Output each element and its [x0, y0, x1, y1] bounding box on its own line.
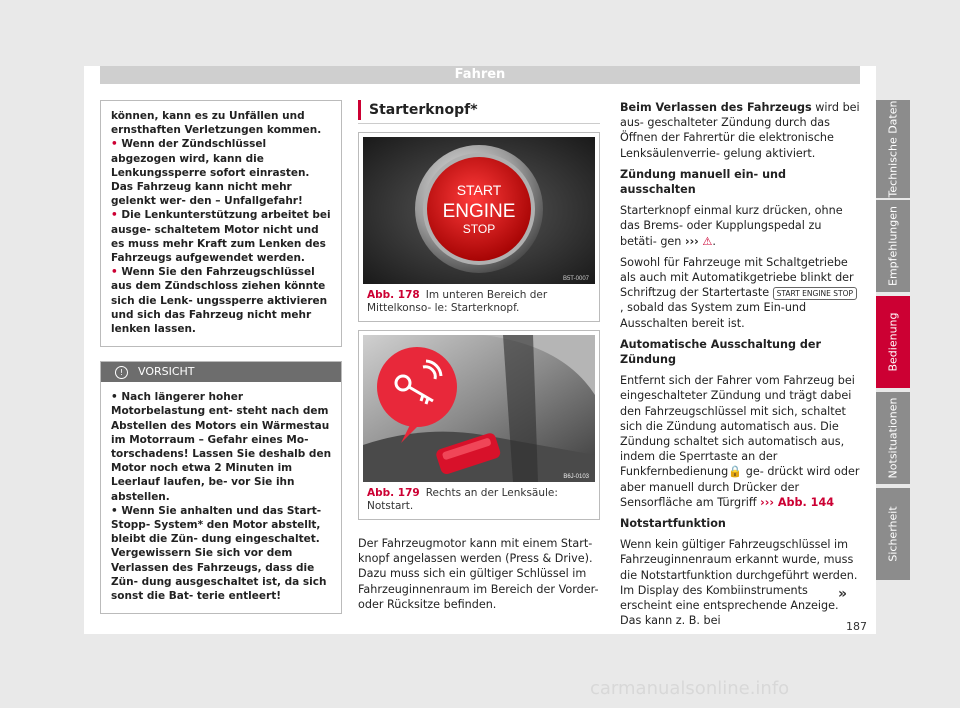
warning-triangle-icon: ⚠ [702, 234, 713, 248]
figure-178 [358, 132, 600, 322]
caution-box [100, 361, 342, 614]
tab-sicherheit[interactable]: Sicherheit [876, 488, 910, 580]
caution-header: ! VORSICHT [101, 362, 341, 382]
section-title: Starterknopf* [358, 100, 600, 120]
figure-caption: Abb. 178 Im unteren Bereich der Mittelkonso- le: Starterknopf. [367, 289, 548, 314]
page-header: Fahren [100, 66, 860, 84]
steering-column-image [363, 335, 595, 482]
tab-empfehlungen[interactable]: Empfehlungen [876, 200, 910, 292]
body-paragraph: Starterknopf einmal kurz drücken, ohne das Brems- oder Kupplungspedal zu betäti- gen ››› ⚠. [620, 204, 843, 248]
warning-intro: können, kann es zu Unfällen und ernsthaften Verletzungen kommen. [111, 110, 322, 137]
warning-item: • Wenn der Zündschlüssel abgezogen wird, kann die Lenkungssperre sofort einrasten. Das Fahrzeug kann nicht mehr gelenkt wer- den – Unfallgefahr! [111, 138, 310, 208]
tab-technische-daten[interactable]: Technische Daten [876, 100, 910, 198]
watermark: carmanualsonline.info [590, 678, 790, 699]
body-paragraph: Wenn kein gültiger Fahrzeugschlüssel im Fahrzeuginnenraum erkannt wurde, muss die Notstartfunktion durchgeführt werden. Im Display des Kombiinstruments erscheint eine entsprechende Anzeige. Das kann z. B. bei [620, 538, 858, 628]
figure-code: B5T-0007 [562, 276, 589, 282]
warning-item: • Die Lenkunterstützung arbeitet bei ausge- schaltetem Motor nicht und es muss mehr Kraft zum Lenken des Fahrzeugs aufgewendet werden. [111, 209, 331, 265]
continue-mark: » [838, 586, 848, 602]
left-column [100, 100, 342, 614]
lock-icon: 🔒 [728, 465, 743, 479]
start-engine-stop-key: START ENGINE STOP [773, 287, 857, 300]
start-button-image [363, 137, 595, 284]
figure-caption: Abb. 179 Rechts an der Lenksäule: Notstart. [367, 487, 558, 512]
page-number: 187 [846, 620, 867, 633]
body-paragraph: Sowohl für Fahrzeuge mit Schaltgetriebe als auch mit Automatikgetriebe blinkt der Schriftzug der Startertaste START ENGINE STOP, sobald das System zum Ein-und Ausschalten bereit ist. [620, 255, 860, 331]
figure-reference-link[interactable]: ››› Abb. 144 [760, 495, 835, 509]
body-paragraph: Entfernt sich der Fahrer vom Fahrzeug bei eingeschalteter Zündung und trägt dabei den Fahrzeugschlüssel mit sich, schaltet sich die Zündung automatisch aus. Die Zündung schaltet sich automatisch aus, indem die Sperrtaste an der Funkfernbedienung🔒 ge- drückt wird oder aber manuell durch Drücker der Sensorfläche am Türgriff ››› Abb. 144 [620, 374, 860, 509]
caution-item: • Nach längerer hoher Motorbelastung ent- steht nach dem Abstellen des Motors ein Wärmestau im Motorraum – Gefahr eines Mo- torschadens! Lassen Sie deshalb den Motor noch etwa 2 Minuten im Leerlauf laufen, be- vor Sie ihn abstellen. [111, 391, 332, 503]
warning-item: • Wenn Sie den Fahrzeugschlüssel aus dem Zündschloss ziehen könnte sich die Lenk- ungssperre aktivieren und sich das Fahrzeug nicht mehr lenken lassen. [111, 266, 328, 336]
info-icon: ! [115, 366, 128, 379]
subheading: Automatische Ausschaltung der Zündung [620, 337, 821, 367]
button-text-start: START [456, 182, 502, 198]
button-text-engine: ENGINE [442, 201, 516, 222]
warning-box [100, 100, 342, 347]
subheading: Notstartfunktion [620, 517, 726, 531]
body-paragraph: Der Fahrzeugmotor kann mit einem Start- knopf angelassen werden (Press & Drive). Dazu muss sich ein gültiger Schlüssel im Fahrzeuginnenraum im Bereich der Vorder- oder Rücksitze befinden. [358, 537, 599, 611]
body-paragraph: Beim Verlassen des Fahrzeugs wird bei aus- geschalteter Zündung durch das Öffnen der Fahrertür die elektronische Lenksäulenverrie- gelung aktiviert. [620, 101, 860, 160]
button-text-stop: STOP [462, 222, 496, 236]
tab-bedienung[interactable]: Bedienung [876, 296, 910, 388]
figure-179 [358, 330, 600, 520]
figure-code: B6J-0103 [563, 474, 589, 480]
middle-column [358, 100, 600, 612]
tab-notsituationen[interactable]: Notsituationen [876, 392, 910, 484]
subheading: Zündung manuell ein- und ausschalten [620, 167, 787, 197]
caution-item: • Wenn Sie anhalten und das Start-Stopp- System* den Motor abstellt, bleibt die Zün- dung eingeschaltet. Vergewissern Sie sich vor dem Verlassen des Fahrzeugs, dass die Zün- dung ausgeschaltet ist, da sich sonst die Bat- terie entleert! [111, 504, 327, 603]
right-column [620, 100, 860, 635]
